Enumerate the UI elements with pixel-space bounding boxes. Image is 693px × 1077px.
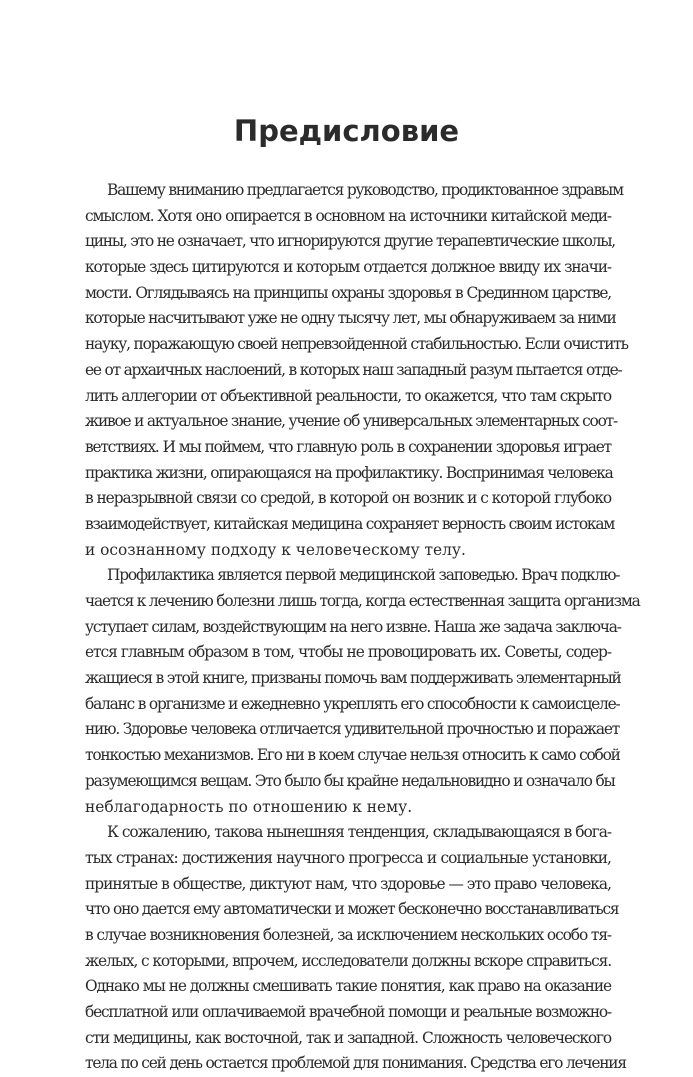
text-line: чается к лечению болезни лишь тогда, когда естественная защита организма — [85, 592, 640, 610]
text-line: баланс в организме и ежедневно укреплять его способности к самоисцеле- — [85, 694, 620, 713]
text-line: неблагодарность по отношению к нему. — [85, 797, 413, 816]
text-line: практика жизни, опирающаяся на профилактику. Воспринимая человека — [85, 463, 613, 482]
text-line: лить аллегории от объективной реальности, то окажется, что там скрыто — [85, 386, 611, 405]
text-line: желых, с которыми, впрочем, исследователи должны вскоре справиться. — [85, 951, 611, 970]
text-line: которые насчитывают уже не одну тысячу лет, мы обнаруживаем за ними — [85, 309, 616, 328]
text-line: Однако мы не должны смешивать такие понятия, как право на оказание — [85, 977, 611, 996]
text-line: тонкостью механизмов. Его ни в коем случае нельзя относить к само собой — [85, 746, 620, 765]
text-line: сти медицины, как восточной, так и западной. Сложность человеческого — [85, 1028, 611, 1047]
text-line: тела по сей день остается проблемой для понимания. Средства его лечения — [85, 1054, 626, 1073]
text-line: бесплатной или оплачиваемой врачебной помощи и реальные возможно- — [85, 1003, 611, 1021]
text-line: живое и актуальное знание, учение об универсальных элементарных соот- — [85, 412, 617, 431]
text-line: смыслом. Хотя оно опирается в основном на источники китайской меди- — [85, 206, 611, 225]
text-line: цины, это не означает, что игнорируются другие терапевтические школы, — [85, 232, 615, 251]
text-line: которые здесь цитируются и которым отдается должное ввиду их значи- — [85, 258, 611, 277]
text-line: К сожалению, такова нынешняя тенденция, складывающаяся в бога- — [107, 823, 611, 842]
text-line: в случае возникновения болезней, за исключением нескольких особо тя- — [85, 925, 612, 944]
text-line: ее от архаичных наслоений, в которых наш западный разум пытается отде- — [85, 360, 622, 379]
text-line: и осознанному подходу к человеческому телу. — [85, 540, 466, 559]
text-line: Вашему вниманию предлагается руководство, продиктованное здравым — [107, 181, 623, 199]
text-line: ется главным образом в том, чтобы не провоцировать их. Советы, содер- — [85, 643, 611, 662]
text-line: в неразрывной связи со средой, в которой он возник и с которой глубоко — [85, 489, 612, 508]
text-line: что оно дается ему автоматически и может бесконечно восстанавливаться — [85, 900, 619, 919]
text-line: ветствиях. И мы поймем, что главную роль в сохранении здоровья играет — [85, 437, 611, 456]
text-line: науку, поражающую своей непревзойденной стабильностью. Если очистить — [85, 335, 628, 354]
text-line: нию. Здоровье человека отличается удивительной прочностью и поражает — [85, 720, 620, 739]
text-line: взаимодействует, китайская медицина сохраняет верность своим истокам — [85, 514, 615, 533]
page-title: Предисловие — [233, 114, 460, 148]
text-line: мости. Оглядываясь на принципы охраны здоровья в Срединном царстве, — [85, 283, 611, 302]
body-text — [85, 178, 640, 1077]
text-line: Профилактика является первой медицинской заповедью. Врач подклю- — [107, 566, 620, 585]
text-line: тых странах: достижения научного прогресса и социальные установки, — [85, 848, 611, 867]
text-line: уступает силам, воздействующим на него извне. Наша же задача заключа- — [85, 617, 621, 636]
text-line: жащиеся в этой книге, призваны помочь вам поддерживать элементарный — [85, 669, 621, 688]
text-line: разумеющимся вещам. Это было бы крайне недальновидно и означало бы — [85, 771, 615, 790]
text-line: принятые в обществе, диктуют нам, что здоровье — это право человека, — [85, 874, 611, 893]
